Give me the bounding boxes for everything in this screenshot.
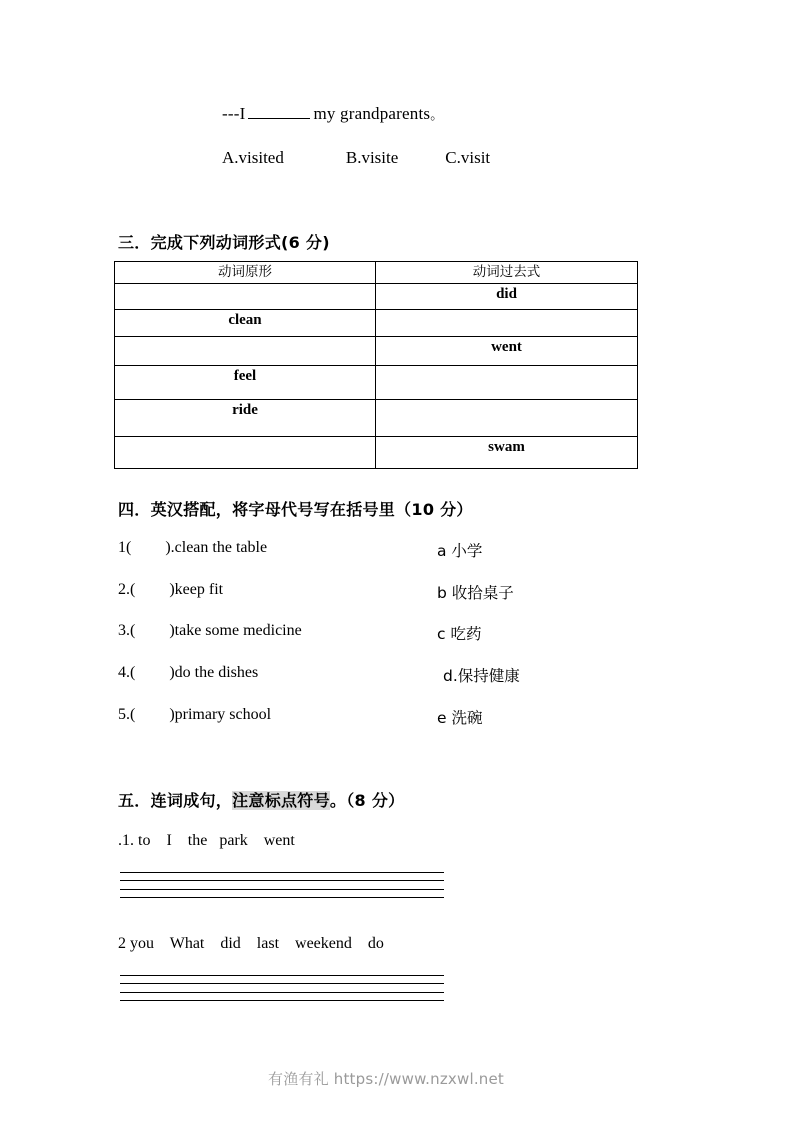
match-item-english: [118, 539, 267, 557]
answer-lines-2[interactable]: [120, 975, 444, 1008]
match-item-chinese: b 收拾桌子: [437, 584, 514, 602]
match-item-phrase: )keep fit: [169, 581, 224, 598]
cell-base-form[interactable]: [115, 337, 376, 366]
table-row: [115, 400, 638, 437]
section-three-heading: 三．完成下列动词形式(6 分): [118, 233, 330, 252]
cell-base-form[interactable]: [115, 284, 376, 310]
cell-base-form[interactable]: feel: [115, 366, 376, 400]
cell-past-form[interactable]: did: [376, 284, 638, 310]
answer-line[interactable]: [120, 897, 444, 898]
match-item-english: [118, 622, 302, 640]
match-item-chinese: d.保持健康: [443, 667, 520, 685]
answer-line[interactable]: [120, 975, 444, 976]
answer-line[interactable]: [120, 872, 444, 873]
match-item-phrase: )primary school: [169, 706, 272, 723]
footer-watermark: 有渔有礼 https://www.nzxwl.net: [268, 1070, 505, 1088]
fill-in-blank[interactable]: [248, 105, 310, 119]
order-item-1: .1. to I the park went: [118, 832, 295, 849]
match-item-chinese: e 洗碗: [437, 709, 483, 727]
answer-line[interactable]: [120, 1000, 444, 1001]
table-row: [115, 284, 638, 310]
choice-list: [222, 148, 490, 168]
choice-c[interactable]: C.visit: [445, 148, 491, 167]
choice-a[interactable]: A.visited: [222, 148, 284, 167]
question-stem-prefix: ---I: [222, 104, 246, 123]
section-five-heading: [118, 788, 404, 811]
match-item-chinese: a 小学: [437, 542, 483, 560]
cell-past-form[interactable]: [376, 310, 638, 337]
match-item-english: [118, 664, 258, 682]
table-header-base-form: 动词原形: [115, 262, 376, 284]
table-row: [115, 366, 638, 400]
table-header-row: [115, 262, 638, 284]
cell-past-form[interactable]: [376, 400, 638, 437]
match-item-5: [118, 706, 658, 778]
order-item-2: 2 you What did last weekend do: [118, 935, 384, 952]
question-stem-period: 。: [430, 108, 444, 123]
match-item-phrase: )do the dishes: [169, 664, 259, 681]
cell-past-form[interactable]: [376, 366, 638, 400]
match-item-number: 3.(: [118, 622, 136, 639]
section-four-heading: 四．英汉搭配，将字母代号写在括号里（10 分）: [118, 500, 473, 519]
cell-base-form[interactable]: clean: [115, 310, 376, 337]
section-five-heading-highlight: 注意标点符号: [232, 791, 330, 810]
verb-form-table: [114, 261, 638, 469]
answer-line[interactable]: [120, 880, 444, 881]
table-row: [115, 337, 638, 366]
match-item-number: 2.(: [118, 581, 136, 598]
question-stem-suffix: my grandparents: [313, 104, 431, 123]
table-header-past-form: 动词过去式: [376, 262, 638, 284]
match-item-english: [118, 581, 223, 599]
choice-b[interactable]: B.visite: [345, 148, 399, 167]
match-item-phrase: )take some medicine: [169, 622, 302, 639]
question-stem: [222, 104, 443, 124]
answer-line[interactable]: [120, 889, 444, 890]
match-item-chinese: c 吃药: [437, 625, 482, 643]
section-five-heading-pre: 五．连词成句，: [118, 791, 233, 810]
cell-past-form[interactable]: swam: [376, 437, 638, 469]
answer-line[interactable]: [120, 992, 444, 993]
cell-base-form[interactable]: ride: [115, 400, 376, 437]
match-item-number: 1(: [118, 539, 132, 556]
table-row: [115, 310, 638, 337]
match-item-number: 4.(: [118, 664, 136, 681]
match-item-phrase: ).clean the table: [165, 539, 268, 556]
match-item-number: 5.(: [118, 706, 136, 723]
table-row: [115, 437, 638, 469]
match-item-english: [118, 706, 271, 724]
section-five-heading-post: 。（8 分）: [329, 791, 405, 810]
cell-base-form[interactable]: [115, 437, 376, 469]
answer-lines-1[interactable]: [120, 872, 444, 905]
answer-line[interactable]: [120, 983, 444, 984]
cell-past-form[interactable]: went: [376, 337, 638, 366]
